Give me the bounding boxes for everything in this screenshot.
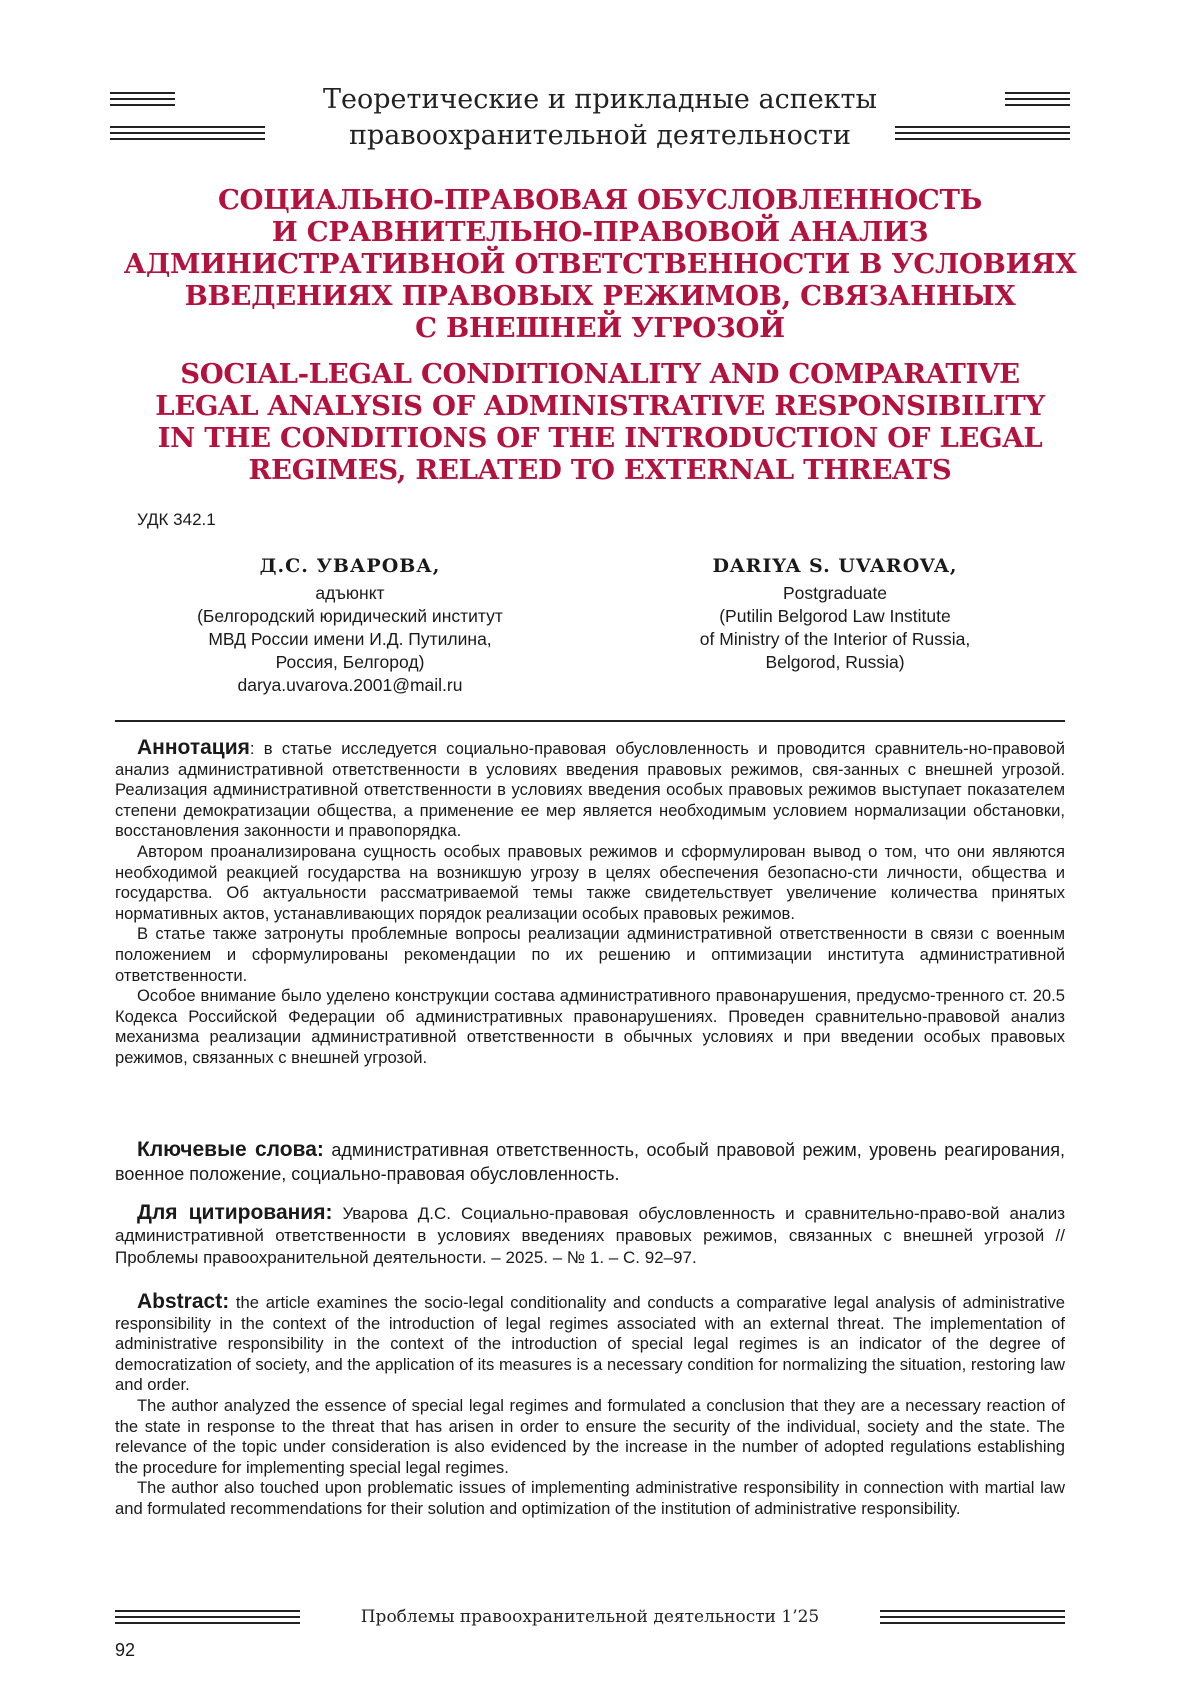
annotation-text: : в статье исследуется социально-правовая обусловленность и проводится сравнитель-но-правовой анализ административной ответственности в условиях введения правовых режимов, свя-занных с внешней угрозой. Реализация административной ответственности в условиях введения особых правовых режимов выступает показателем степени демократизации общества, а применение ее мер является необходимым условием нормализации обстановки, восстановления законности и правопорядка. <box>115 739 1065 841</box>
title-ru-line: ВВЕДЕНИЯХ ПРАВОВЫХ РЕЖИМОВ, СВЯЗАННЫХ <box>184 280 1016 312</box>
running-footer <box>0 1604 1200 1634</box>
title-en-line: IN THE CONDITIONS OF THE INTRODUCTION OF LEGAL <box>157 422 1043 454</box>
author-affiliation-line: (Белгородский юридический институт <box>197 606 503 626</box>
annotation-paragraph: Особое внимание было уделено конструкции состава административного правонарушения, предусмо-тренного ст. 20.5 Кодекса Российской Федерации об административных правонарушениях. Проведен сравнительно-правовой анализ механизма реализации административной ответственности в обычных условиях и при введении особых правовых режимов, связанных с внешней угрозой. <box>115 986 1065 1067</box>
page-number: 92 <box>115 1640 136 1660</box>
header-rule-left-bot <box>110 104 175 106</box>
author-affiliation-line: (Putilin Belgorod Law Institute <box>719 606 951 626</box>
annotation-paragraph: Автором проанализирована сущность особых правовых режимов и сформулирован вывод о том, что они являются необходимой реакцией государства на возникшую угрозу в целях обеспечения безопасно-сти личности, общества и государства. Об актуальности рассматриваемой темы также свидетельствует увеличение количества принятых нормативных актов, устанавливающих порядок реализации особых правовых режимов. <box>115 841 1065 923</box>
abstract-text: the article examines the socio-legal conditionality and conducts a comparative legal analysis of administrative responsibility in the context of the introduction of legal regimes associated with an external threat. The implementation of administrative responsibility in the context of the introduction of special legal regimes is an indicator of the degree of democratization of society, and the application of its measures is a necessary condition for normalizing the situation, restoring law and order. <box>115 1293 1065 1395</box>
author-affiliation-line: Belgorod, Russia) <box>765 652 905 672</box>
header-rule-right-top <box>1005 92 1070 94</box>
header-rule-left-top <box>110 92 175 94</box>
title-ru-line: СОЦИАЛЬНО-ПРАВОВАЯ ОБУСЛОВЛЕННОСТЬ <box>217 184 983 216</box>
footer-journal-name: Проблемы правоохранительной деятельности 1’25 <box>360 1607 820 1627</box>
keywords-section <box>115 1138 1065 1186</box>
abstract-paragraph: The author analyzed the essence of special legal regimes and formulated a conclusion that they are a necessary reaction of the state in response to the threat that has arisen in order to ensure the security of the individual, society and the state. The relevance of the topic under consideration is also evidenced by the increase in the number of adopted regulations establishing the procedure for implementing special legal regimes. <box>115 1395 1065 1477</box>
header-rule-left-mid <box>110 98 175 100</box>
title-en-line: SOCIAL-LEGAL CONDITIONALITY AND COMPARATIVE <box>180 358 1020 390</box>
section-divider <box>115 720 1065 722</box>
citation-section <box>115 1202 1065 1269</box>
running-header <box>0 78 1200 158</box>
abstract-paragraph <box>115 1292 1065 1396</box>
footer-rule-left-a <box>115 1610 300 1612</box>
annotation-paragraph: В статье также затронуты проблемные вопросы реализации административной ответственности в связи с военным положением и сформулированы рекомендации по их решению и оптимизации института административной ответственности. <box>115 924 1065 985</box>
author-affiliation-line: адъюнкт <box>315 583 385 603</box>
author-affiliation-line: Россия, Белгород) <box>275 652 425 672</box>
author-affiliation-line: of Ministry of the Interior of Russia, <box>699 629 971 649</box>
header-title-line2: правоохранительной деятельности <box>349 120 851 151</box>
annotation-section <box>115 738 1065 1069</box>
citation-lead: Для цитирования: <box>137 1201 333 1224</box>
author-name-en: DARIYA S. UVAROVA, <box>712 555 958 577</box>
header-rule-left-2a <box>110 126 265 128</box>
footer-rule-right-c <box>880 1622 1065 1624</box>
citation-paragraph <box>115 1202 1065 1269</box>
udk-code: УДК 342.1 <box>137 510 216 529</box>
abstract-section <box>115 1292 1065 1520</box>
header-rule-left-2c <box>110 138 265 140</box>
header-title-line1: Теоретические и прикладные аспекты <box>323 84 877 115</box>
title-en-line: LEGAL ANALYSIS OF ADMINISTRATIVE RESPONSIBILITY <box>155 390 1045 422</box>
author-affiliation-line: МВД России имени И.Д. Путилина, <box>208 629 492 649</box>
annotation-lead: Аннотация <box>137 736 250 759</box>
title-en-line: REGIMES, RELATED TO EXTERNAL THREATS <box>248 454 952 486</box>
abstract-paragraph: The author also touched upon problematic issues of implementing administrative responsibility in connection with martial law and formulated recommendations for their solution and optimization of the institution of administrative responsibility. <box>115 1478 1065 1518</box>
footer-rule-left-c <box>115 1622 300 1624</box>
keywords-paragraph <box>115 1138 1065 1186</box>
header-rule-right-mid <box>1005 98 1070 100</box>
title-ru-line: И СРАВНИТЕЛЬНО-ПРАВОВОЙ АНАЛИЗ <box>271 216 929 248</box>
keywords-lead: Ключевые слова: <box>137 1138 324 1161</box>
abstract-lead: Abstract: <box>137 1290 230 1313</box>
article-title-ru <box>100 184 1100 344</box>
footer-rule-right-b <box>880 1616 1065 1618</box>
article-title-en <box>100 358 1100 486</box>
title-ru-line: АДМИНИСТРАТИВНОЙ ОТВЕТСТВЕННОСТИ В УСЛОВИЯХ <box>123 248 1077 280</box>
author-email: darya.uvarova.2001@mail.ru <box>237 675 463 695</box>
author-affiliation-line: Postgraduate <box>782 583 888 603</box>
title-ru-line: С ВНЕШНЕЙ УГРОЗОЙ <box>415 312 785 344</box>
header-rule-right-bot <box>1005 104 1070 106</box>
author-name-ru: Д.С. УВАРОВА, <box>259 555 441 577</box>
footer-rule-left-b <box>115 1616 300 1618</box>
header-rule-left-2b <box>110 132 265 134</box>
footer-rule-right-a <box>880 1610 1065 1612</box>
keywords-text: административная ответственность, особый правовой режим, уровень реагирования, военное положение, социально-правовая обусловленность. <box>115 1140 1066 1184</box>
annotation-paragraph <box>115 738 1065 842</box>
author-block-en <box>625 555 1045 674</box>
citation-text: Уварова Д.С. Социально-правовая обусловленность и сравнительно-право-вой анализ административной ответственности в условиях введениях правовых режимов, связанных с внешней угрозой // Проблемы правоохранительной деятельности. – 2025. – № 1. – С. 92–97. <box>115 1204 1065 1267</box>
author-block-ru <box>140 555 560 697</box>
